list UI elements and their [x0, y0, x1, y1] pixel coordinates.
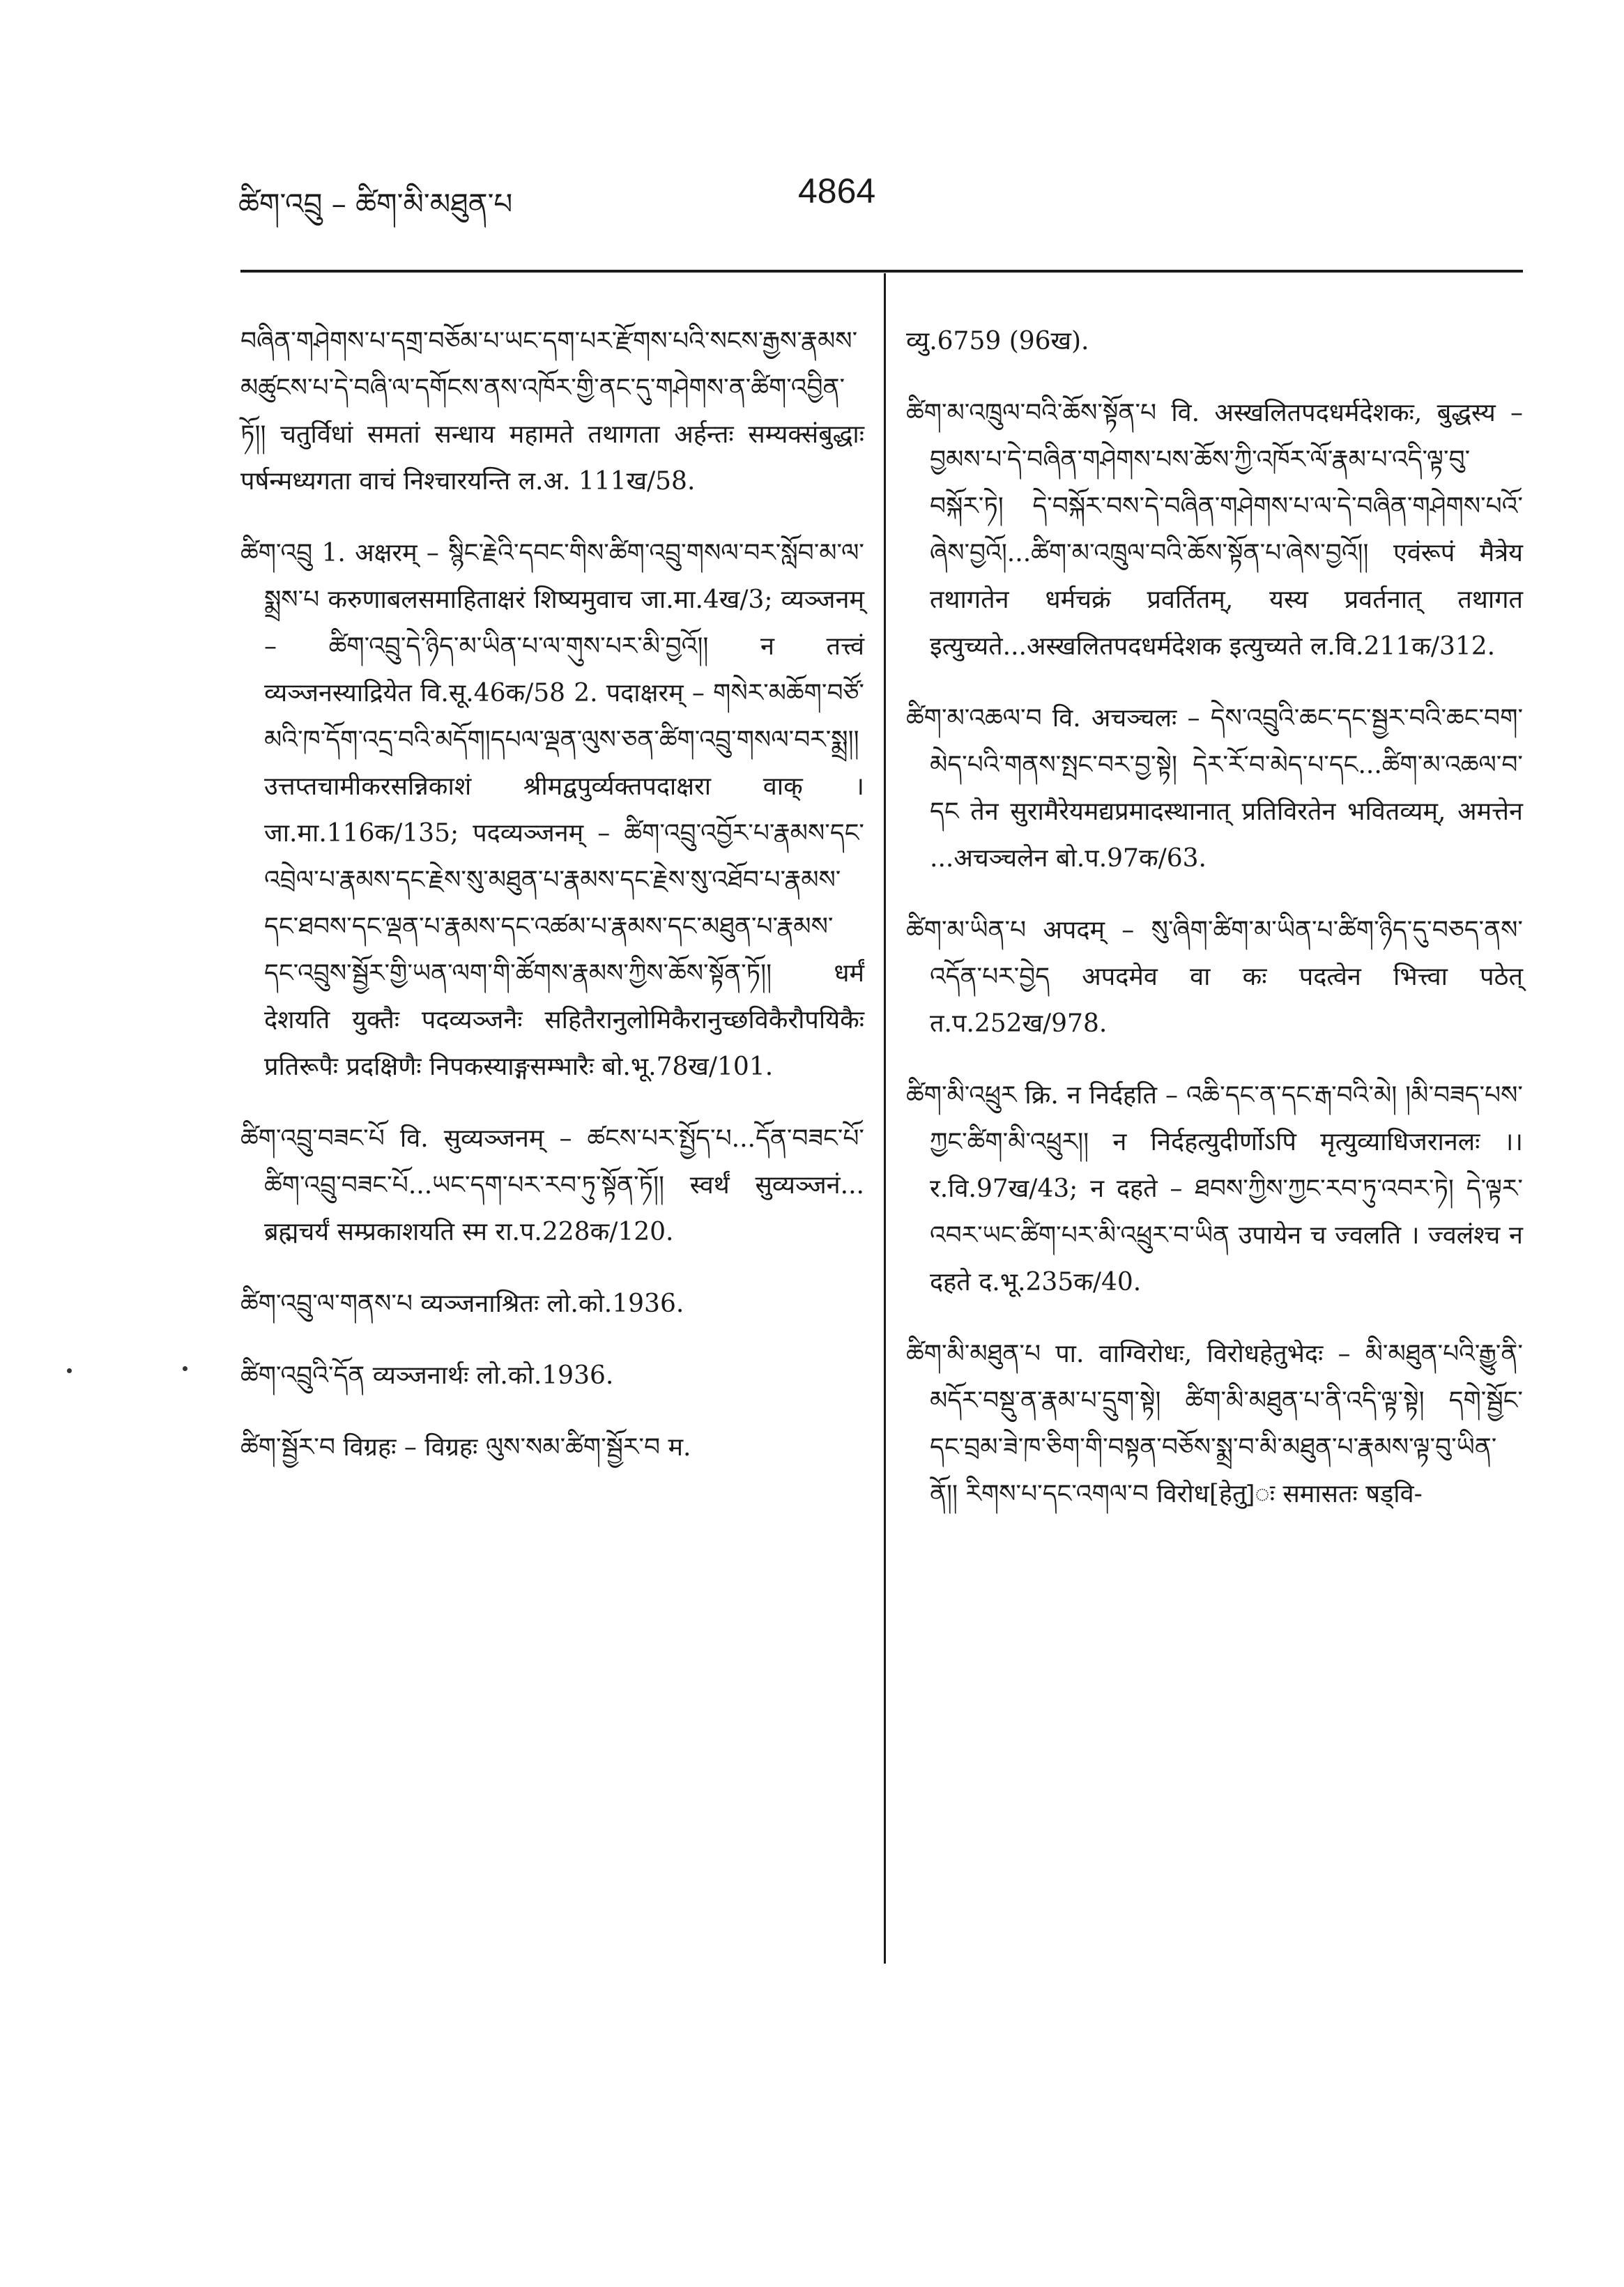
left-column	[240, 293, 864, 1482]
dictionary-entry: ཚིག་མི་མཐུན་པ पा. वाग्विरोधः, विरोधहेतुभेदः – མི་མཐུན་པའི་རྒྱུ་ནི་མདོར་བསྡུ་ན་རྣམ་པ་དྲུག་སྟེ། ཚིག་མི་མཐུན་པ་ནི་འདི་ལྟ་སྟེ། དགེ་སྦྱོང་དང་བྲམ་ཟེ་ཁ་ཅིག་གི་བསྟན་བཅོས་སྨྲ་བ་མི་མཐུན་པ་རྣམས་ལྟ་བུ་ཡིན་ནོ།། རིགས་པ་དང་འགལ་བ विरोध[हेतु]ः समासतः षड्वि-	[906, 1340, 1523, 1508]
dictionary-entry: ཚིག་མ་འཆལ་བ वि. अचञ्चलः – དེས་འབྲུའི་ཆང་དང་སྦྱར་བའི་ཆང་བག་མེད་པའི་གནས་སྤང་བར་བྱ་སྟེ། དེར་རོ་བ་མེད་པ་དང...ཚིག་མ་འཆལ་བ་དང तेन सुरामैरेयमद्यप्रमादस्थानात् प्रतिविरतेन भवितव्यम्, अमत्तेन ...अचञ्चलेन बो.प.97क/63.	[906, 704, 1523, 873]
dictionary-entry: ཚིག་འབྲུ་ལ་གནས་པ व्यञ्जनाश्रितः लो.को.1936.	[240, 1290, 684, 1318]
scan-speck	[67, 1368, 72, 1373]
scan-speck	[183, 1366, 187, 1371]
running-head: ཚིག་འབྲུ – ཚིག་མི་མཐུན་པ	[238, 187, 513, 221]
header-rule	[240, 270, 1523, 273]
dictionary-entry: ཚིག་མ་འཁྲུལ་བའི་ཆོས་སྟོན་པ वि. अस्खलितपदधर्मदेशकः, बुद्धस्य – བྱམས་པ་དེ་བཞིན་གཤེགས་པས་ཆོས་ཀྱི་འཁོར་ལོ་རྣམ་པ་འདི་ལྟ་བུ་བསྐོར་ཏེ། དེ་བསྐོར་བས་དེ་བཞིན་གཤེགས་པ་ལ་དེ་བཞིན་གཤེགས་པའོ་ཞེས་བྱའོ།...ཚིག་མ་འཁྲུལ་བའི་ཆོས་སྟོན་པ་ཞེས་བྱའོ།། एवंरूपं मैत्रेय तथागतेन धर्मचक्रं प्रवर्तितम्, यस्य प्रवर्तनात् तथागत इत्युच्यते...अस्खलितपदधर्मदेशक इत्युच्यते ल.वि.211क/312.	[906, 399, 1523, 661]
column-divider	[884, 273, 886, 1964]
dictionary-entry: ཚིག་འབྲུ་བཟང་པོ वि. सुव्यञ्जनम् – ཚངས་པར་སྤྱོད་པ...དོན་བཟང་པོ་ཚིག་འབྲུ་བཟང་པོ...ཡང་དག་པར་རབ་ཏུ་སྟོན་ཏོ།། स्वर्थं सुव्यञ्जनं... ब्रह्मचर्यं सम्प्रकाशयति स्म रा.प.228क/120.	[240, 1124, 864, 1246]
dictionary-entry: ཚིག་འབྲུའི་དོན व्यञ्जनार्थः लो.को.1936.	[240, 1361, 614, 1390]
dictionary-entry: ཚིག་སྦྱོར་བ विग्रहः – विग्रहः ལུས་སམ་ཚིག་སྦྱོར་བ म.	[240, 1433, 691, 1462]
dictionary-entry: བཞིན་གཤེགས་པ་དགྲ་བཅོམ་པ་ཡང་དག་པར་རྫོགས་པའི་སངས་རྒྱས་རྣམས་མཚུངས་པ་དེ་བཞི་ལ་དགོངས་ནས་འཁོར་གྱི་ནང་དུ་གཤེགས་ན་ཚིག་འབྱིན་ཏོ།། चतुर्विधां समतां सन्धाय महामते तथागता अर्हन्तः सम्यक्संबुद्धाः पर्षन्मध्यगता वाचं निश्चारयन्ति ल.अ. 111ख/58.	[240, 327, 864, 496]
page-number: 4864	[798, 171, 876, 211]
right-column	[906, 293, 1523, 1529]
dictionary-entry: ཚིག་མ་ཡིན་པ अपदम् – སུ་ཞིག་ཚིག་མ་ཡིན་པ་ཚིག་ཉིད་དུ་བཅད་ནས་འདོན་པར་བྱེད अपदमेव वा कः पदत्वेन भित्त्वा पठेत् त.प.252ख/978.	[906, 916, 1523, 1038]
dictionary-entry: ཚིག་འབྲུ 1. अक्षरम् – སྙིང་རྗེའི་དབང་གིས་ཚིག་འབྲུ་གསལ་བར་སློབ་མ་ལ་སྨྲས་པ करुणाबलसमाहिताक्षरं शिष्यमुवाच जा.मा.4ख/3; व्यञ्जनम् – ཚིག་འབྲུ་དེ་ཉིད་མ་ཡིན་པ་ལ་གུས་པར་མི་བྱའོ།། न तत्त्वं व्यञ्जनस्याद्रियेत वि.सू.46क/58 2. पदाक्षरम् – གསེར་མཆོག་བཙོ་མའི་ཁ་དོག་འདྲ་བའི་མདོག།དཔལ་ལྡན་ལུས་ཅན་ཚིག་འབྲུ་གསལ་བར་སྨྲ།། उत्तप्तचामीकरसन्निकाशं श्रीमद्वपुर्व्यक्तपदाक्षरा वाक् । जा.मा.116क/135; पदव्यञ्जनम् – ཚིག་འབྲུ་འབྱོར་པ་རྣམས་དང་འབྲེལ་པ་རྣམས་དང་རྗེས་སུ་མཐུན་པ་རྣམས་དང་རྗེས་སུ་འཐོབ་པ་རྣམས་དང་ཐབས་དང་ལྡན་པ་རྣམས་དང་འཚམ་པ་རྣམས་དང་མཐུན་པ་རྣམས་དང་འབྲུས་སྦྱོར་གྱི་ཡན་ལག་གི་ཚོགས་རྣམས་ཀྱིས་ཆོས་སྟོན་ཏོ།། धर्मं देशयति युक्तैः पदव्यञ्जनैः सहितैरानुलोमिकैरानुच्छविकैरौपयिकैः प्रतिरूपैः प्रदक्षिणैः निपकस्याङ्गसम्भारैः बो.भू.78ख/101.	[240, 539, 864, 1081]
dictionary-entry: ཚིག་མི་འཕྲུར क्रि. न निर्दहति – འཆི་དང་ན་དང་རྒ་བའི་མེ། །མི་བཟད་པས་ཀྱང་ཚིག་མི་འཕྲུར།། न निर्दहत्युदीर्णोऽपि मृत्युव्याधिजरानलः ।। र.वि.97ख/43; न दहते – ཐབས་ཀྱིས་ཀྱང་རབ་ཏུ་འབར་ཏེ། དེ་ལྟར་འབར་ཡང་ཚིག་པར་མི་འཕྲུར་བ་ཡིན उपायेन च ज्वलति । ज्वलंश्च न दहते द.भू.235क/40.	[906, 1081, 1523, 1297]
dictionary-entry: व्यु.6759 (96ख).	[906, 327, 1089, 355]
